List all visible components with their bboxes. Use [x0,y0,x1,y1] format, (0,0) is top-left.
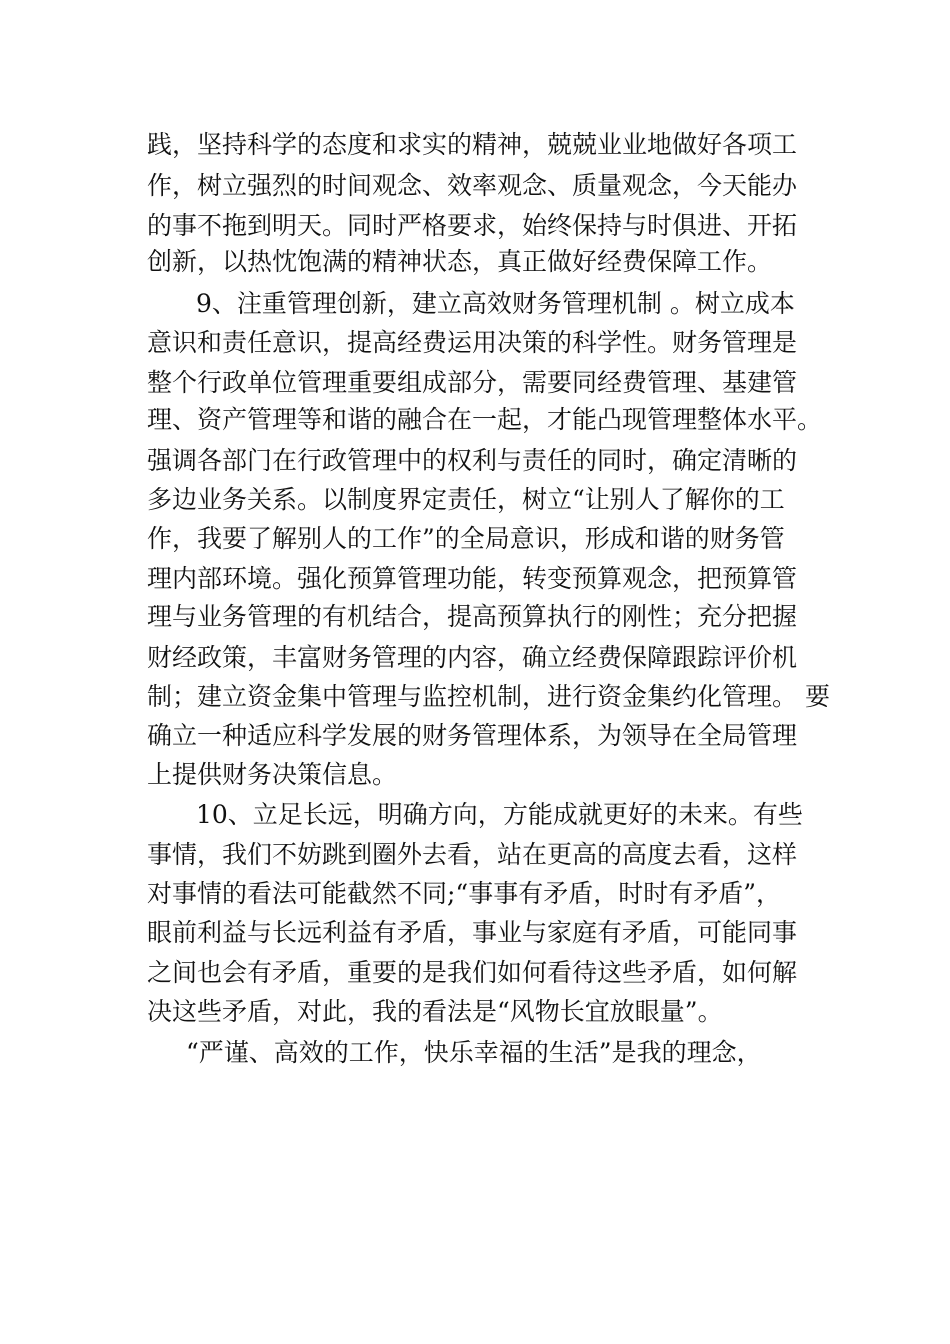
text-line: 作，树立强烈的时间观念、效率观念、质量观念，今天能办 [147,171,798,200]
text-line: 眼前利益与长远利益有矛盾，事业与家庭有矛盾，可能同事 [147,918,798,947]
text-line: 强调各部门在行政管理中的权利与责任的同时，确定清晰的 [147,446,798,475]
text-line: 理内部环境。强化预算管理功能，转变预算观念，把预算管 [147,564,798,593]
text-line: 整个行政单位管理重要组成部分，需要同经费管理、基建管 [147,368,798,397]
text-line: 作，我要了解别人的工作”的全局意识，形成和谐的财务管 [147,524,785,553]
text-line: 9、注重管理创新，建立高效财务管理机制 。树立成本 [196,289,795,318]
text-line: 理、资产管理等和谐的融合在一起，才能凸现管理整体水平。 [147,405,823,434]
text-line: 理与业务管理的有机结合，提高预算执行的刚性；充分把握 [147,602,798,631]
text-line: 多边业务关系。以制度界定责任，树立“让别人了解你的工 [147,485,785,514]
text-line: 制；建立资金集中管理与监控机制，进行资金集约化管理。 要 [147,682,830,711]
text-line: 确立一种适应科学发展的财务管理体系，为领导在全局管理 [147,721,798,750]
text-line: 上提供财务决策信息。 [147,760,398,789]
text-line: 决这些矛盾，对此，我的看法是“风物长宜放眼量”。 [147,997,723,1026]
text-line: 的事不拖到明天。同时严格要求，始终保持与时俱进、开拓 [147,211,798,240]
text-line: 对事情的看法可能截然不同;“事事有矛盾，时时有矛盾”， [147,879,781,908]
text-line: 践，坚持科学的态度和求实的精神，兢兢业业地做好各项工 [147,130,798,159]
text-line: 财经政策，丰富财务管理的内容，确立经费保障跟踪评价机 [147,643,798,672]
text-line: 10、立足长远，明确方向，方能成就更好的未来。有些 [196,800,803,829]
text-line: 事情，我们不妨跳到圈外去看，站在更高的高度去看，这样 [147,840,798,869]
text-line: 之间也会有矛盾，重要的是我们如何看待这些矛盾，如何解 [147,958,798,987]
text-line: 意识和责任意识，提高经费运用决策的科学性。财务管理是 [147,328,798,357]
text-line: 创新，以热忱饱满的精神状态，真正做好经费保障工作。 [147,247,773,276]
text-line: “严谨、高效的工作，快乐幸福的生活”是我的理念， [186,1038,762,1067]
